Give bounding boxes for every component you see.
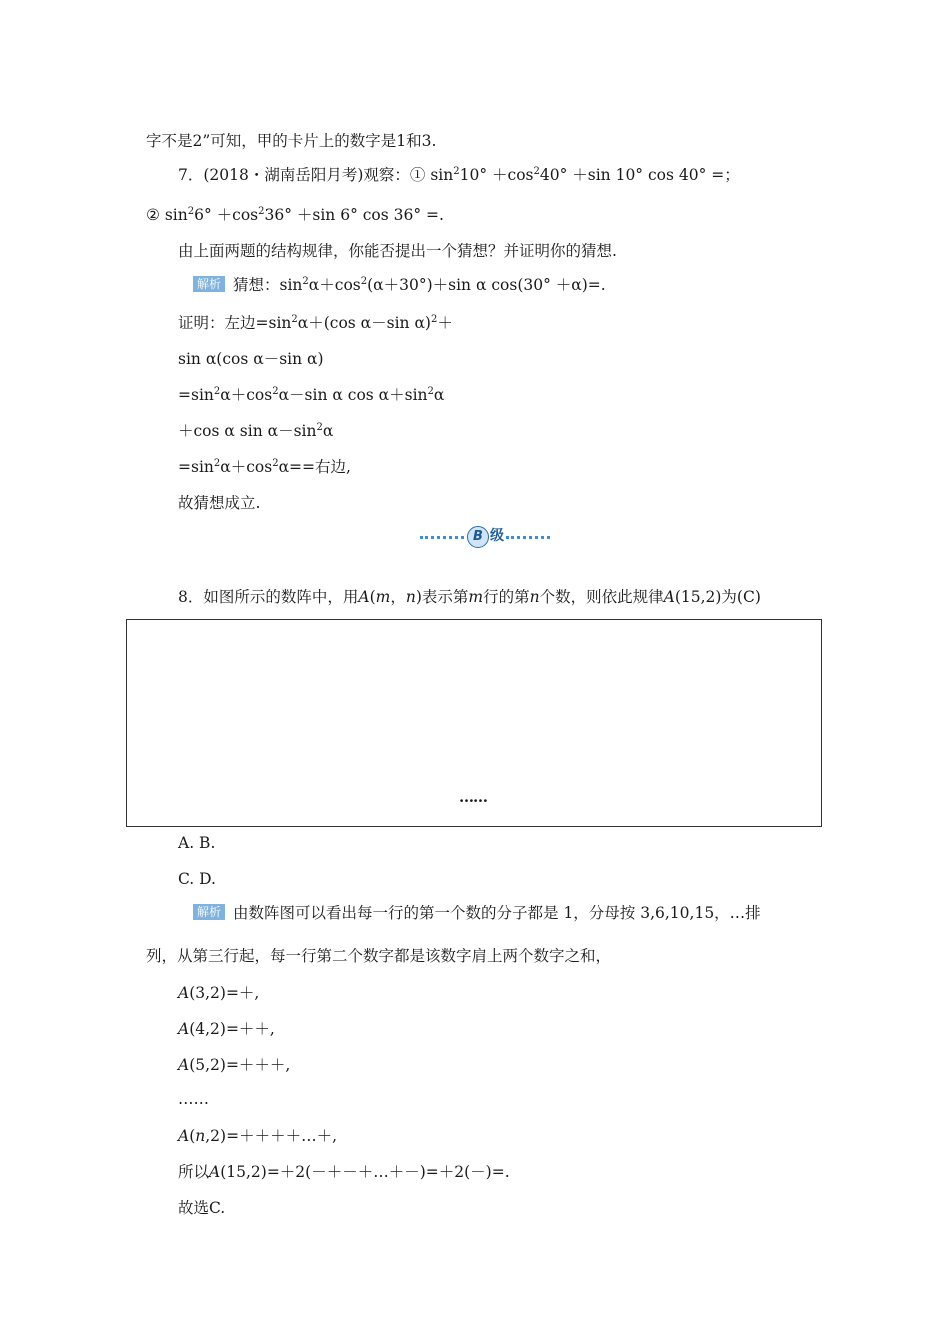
text: 36° ＋sin 6° cos 36° =. [264,206,444,224]
var: A [663,588,675,606]
superscript: 2 [533,166,540,177]
analysis-badge: 解析 [193,904,225,920]
text: α＋(cos α－sin α) [297,314,431,332]
text: (α＋30°)＋sin α cos(30° ＋α)=. [367,276,606,294]
conjecture-line [193,275,606,295]
text: =sin [178,458,214,476]
proof-line: sin α(cos α－sin α) [178,350,324,368]
superscript: 2 [272,386,279,397]
proof-line [178,421,333,441]
superscript: 2 [213,386,221,397]
text: α＋cos [308,276,361,294]
text-line: 故选C. [178,1199,226,1217]
var: m [375,588,391,606]
formula-line [178,1126,337,1146]
text: (15,2)=＋2(－＋－＋…＋－)=＋2(－)=. [220,1163,510,1181]
text: ( [189,1127,196,1145]
var: A [178,1127,190,1145]
problem-8-line [178,587,761,607]
text: 猜想：sin [233,276,303,294]
analysis-line [193,903,761,923]
problem-7-line-2 [146,205,444,225]
text: α＋cos [220,386,273,404]
var: A [178,1020,190,1038]
var: A [209,1163,221,1181]
superscript: 2 [302,276,309,287]
formula-line [178,983,259,1003]
text: ,2)=＋＋＋＋…＋, [205,1127,338,1145]
var: n [529,588,540,606]
var: n [195,1127,206,1145]
formula-line [178,1055,290,1075]
level-label: 级 [490,528,504,544]
text: 由数阵图可以看出每一行的第一个数的分子都是 1，分母按 3,6,10,15，…排 [233,904,761,922]
var: n [405,588,416,606]
proof-line [178,457,351,477]
text: ② sin [146,206,188,224]
proof-line [178,385,444,405]
var: A [178,1056,190,1074]
figure-ellipsis: …… [459,788,487,806]
text: 证明：左边=sin [178,314,292,332]
text: =sin [178,386,214,404]
level-b-divider [420,524,550,550]
superscript: 2 [430,314,438,325]
text: 40° ＋sin 10° cos 40° =； [539,166,740,184]
superscript: 2 [213,458,221,469]
dotted-line [506,536,550,539]
formula-line [178,1162,510,1182]
text: (4,2)=＋＋, [189,1020,275,1038]
level-letter-badge: B [467,526,489,548]
proof-line [178,313,453,333]
superscript: 2 [187,206,195,217]
text: α＋cos [220,458,273,476]
text-line: 故猜想成立. [178,494,261,512]
text: 8．如图所示的数阵中，用 [178,588,359,606]
ellipsis-line: …… [178,1090,209,1108]
superscript: 2 [272,458,279,469]
text: ＋cos α sin α－sin [178,422,317,440]
var: A [178,984,190,1002]
text: 行的第 [483,588,530,606]
text: α [433,386,445,404]
text: 个数，则依此规律 [539,588,664,606]
text: ( [369,588,376,606]
text: )表示第 [415,588,469,606]
text: (3,2)=＋, [189,984,260,1002]
choice-line: A. B. [178,834,216,852]
text: α－sin α cos α＋sin [278,386,428,404]
choice-line: C. D. [178,870,216,888]
var: m [468,588,484,606]
superscript: 2 [291,314,298,325]
formula-line [178,1019,275,1039]
text: (15,2)为(C) [674,588,761,606]
superscript: 2 [360,276,368,287]
text-line: 字不是2”可知，甲的卡片上的数字是1和3. [146,132,437,150]
dotted-line [420,536,464,539]
text: 10° ＋cos [459,166,534,184]
text-line: 由上面两题的结构规律，你能否提出一个猜想？并证明你的猜想. [178,242,617,260]
text: (5,2)=＋＋＋, [189,1056,291,1074]
text: ， [390,588,406,606]
var: A [358,588,370,606]
text: α==右边, [278,458,351,476]
text: ＋ [437,314,453,332]
analysis-badge: 解析 [193,276,225,292]
problem-7-line [178,165,740,185]
number-array-figure [126,619,822,827]
superscript: 2 [316,422,323,433]
text: 所以 [178,1163,210,1181]
superscript: 2 [453,166,460,177]
text-line: 列，从第三行起，每一行第二个数字都是该数字肩上两个数字之和， [146,947,612,965]
text: 7．(2018・湖南岳阳月考)观察：① sin [178,166,454,184]
superscript: 2 [258,206,265,217]
text: 6° ＋cos [194,206,259,224]
superscript: 2 [427,386,434,397]
text: α [322,422,334,440]
